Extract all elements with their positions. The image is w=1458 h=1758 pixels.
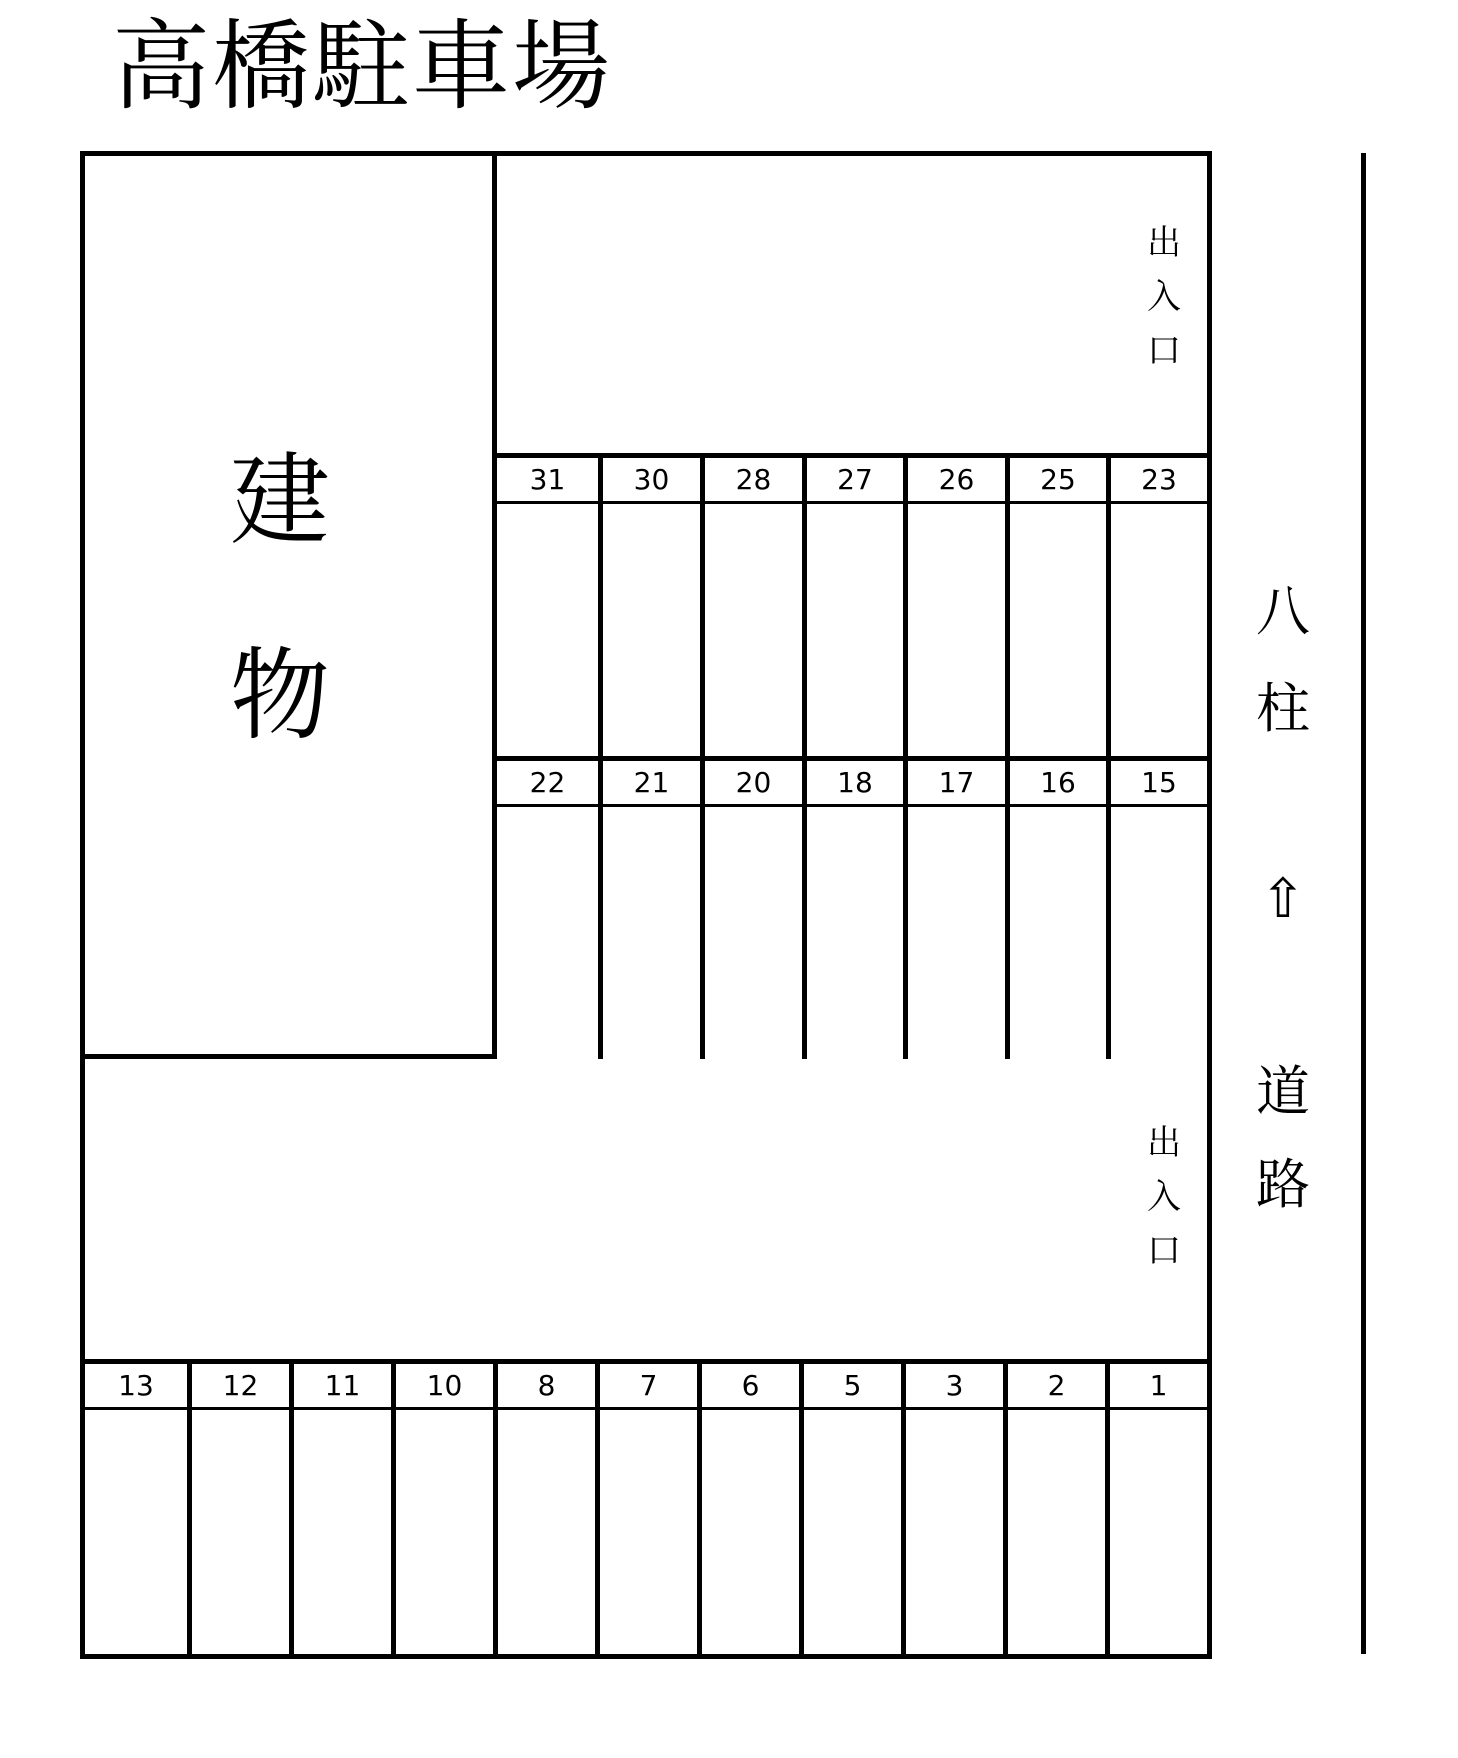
stall-number: 21 [603, 761, 700, 807]
page-title: 高橋駐車場 [112, 10, 613, 124]
parking-stall[interactable] [595, 1364, 697, 1654]
parking-stall[interactable] [802, 458, 903, 756]
stall-number: 27 [807, 458, 903, 504]
road-label-char: 八 [1256, 580, 1310, 643]
parking-stall[interactable] [85, 1364, 187, 1654]
stall-number: 16 [1010, 761, 1106, 807]
road-edge-line [1361, 153, 1366, 1654]
stall-number: 2 [1008, 1364, 1105, 1410]
entrance-char: 出 [1147, 223, 1181, 263]
stall-number: 17 [908, 761, 1005, 807]
parking-lot [80, 151, 1212, 1659]
parking-stall[interactable] [187, 1364, 289, 1654]
road-label-char: 柱 [1256, 677, 1310, 740]
building-label-char: 物 [230, 637, 330, 754]
parking-stall[interactable] [901, 1364, 1003, 1654]
entrance-char: 入 [1147, 277, 1181, 317]
parking-stall[interactable] [1105, 1364, 1207, 1654]
lower-aisle [85, 1059, 1207, 1359]
stall-number: 6 [702, 1364, 799, 1410]
stall-number: 7 [600, 1364, 697, 1410]
building-label-char: 建 [230, 442, 330, 559]
stall-number: 26 [908, 458, 1005, 504]
road-label-char: 路 [1256, 1153, 1310, 1216]
parking-stall[interactable] [1003, 1364, 1105, 1654]
stall-number: 31 [497, 458, 598, 504]
stall-number: 28 [705, 458, 802, 504]
parking-stall[interactable] [391, 1364, 493, 1654]
parking-stall[interactable] [1005, 761, 1106, 1059]
parking-stall[interactable] [497, 761, 598, 1059]
parking-stall[interactable] [1106, 761, 1207, 1059]
stall-number: 15 [1111, 761, 1207, 807]
stall-number: 18 [807, 761, 903, 807]
stall-number: 11 [294, 1364, 391, 1410]
lower-entrance-label [1144, 1123, 1184, 1271]
building-area [85, 156, 497, 1059]
stall-number: 5 [804, 1364, 901, 1410]
parking-stall[interactable] [493, 1364, 595, 1654]
parking-stall[interactable] [799, 1364, 901, 1654]
stall-row-middle [497, 756, 1207, 1059]
parking-stall[interactable] [1106, 458, 1207, 756]
parking-stall[interactable] [697, 1364, 799, 1654]
upper-entrance-label [1144, 223, 1184, 371]
upper-aisle [497, 156, 1207, 453]
stall-number: 30 [603, 458, 700, 504]
up-arrow-icon: ⇧ [1260, 867, 1306, 930]
stall-row-upper [497, 453, 1207, 756]
parking-stall[interactable] [497, 458, 598, 756]
parking-stall[interactable] [1005, 458, 1106, 756]
entrance-char: 入 [1147, 1177, 1181, 1217]
parking-stall[interactable] [289, 1364, 391, 1654]
parking-stall[interactable] [903, 761, 1005, 1059]
stall-row-lower [85, 1359, 1207, 1654]
stall-number: 23 [1111, 458, 1207, 504]
road-label-char: 道 [1256, 1060, 1310, 1123]
entrance-char: 口 [1147, 1231, 1181, 1271]
entrance-char: 出 [1147, 1123, 1181, 1163]
parking-stall[interactable] [802, 761, 903, 1059]
parking-stall[interactable] [903, 458, 1005, 756]
stall-number: 12 [192, 1364, 289, 1410]
parking-stall[interactable] [700, 761, 802, 1059]
stall-number: 22 [497, 761, 598, 807]
stall-number: 8 [498, 1364, 595, 1410]
entrance-char: 口 [1147, 331, 1181, 371]
stall-number: 3 [906, 1364, 1003, 1410]
parking-stall[interactable] [598, 458, 700, 756]
stall-number: 10 [396, 1364, 493, 1410]
parking-stall[interactable] [700, 458, 802, 756]
stall-number: 20 [705, 761, 802, 807]
stall-number: 13 [85, 1364, 187, 1410]
stall-number: 1 [1110, 1364, 1207, 1410]
stall-number: 25 [1010, 458, 1106, 504]
parking-stall[interactable] [598, 761, 700, 1059]
